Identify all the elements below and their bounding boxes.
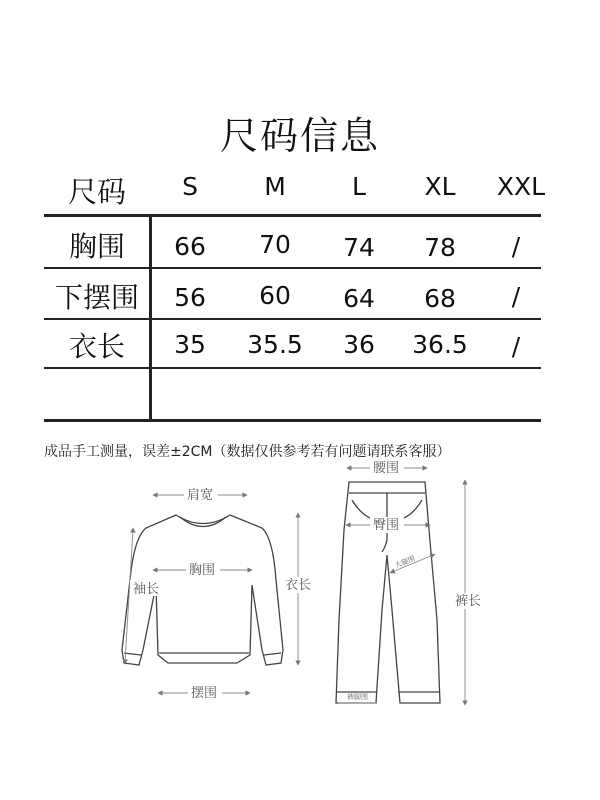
size-m: M <box>264 172 286 201</box>
waist-label: 腰围 <box>373 461 400 476</box>
cell-length-xl: 36.5 <box>412 330 468 359</box>
cell-length-l: 36 <box>343 330 375 359</box>
row-label-length: 衣长 <box>68 330 125 363</box>
size-header-label: 尺码 <box>67 175 126 209</box>
row-label-chest: 胸围 <box>68 230 125 263</box>
size-s: S <box>182 172 198 201</box>
pants-dimension-lines <box>338 468 465 703</box>
cell-length-s: 35 <box>174 330 206 359</box>
table-row-rule <box>44 318 541 320</box>
cell-hem-l: 64 <box>343 284 375 313</box>
cell-length-m: 35.5 <box>247 330 303 359</box>
thigh-label: 大腿围 <box>393 554 417 570</box>
hip-label: 臀围 <box>373 518 400 533</box>
cell-chest-xl: 78 <box>424 233 456 262</box>
size-header-row <box>0 168 600 212</box>
measurement-diagram <box>0 460 600 720</box>
size-xl: XL <box>424 172 456 201</box>
page-title: 尺码信息 <box>219 114 380 158</box>
table-row-rule <box>44 267 541 269</box>
cell-chest-m: 70 <box>259 230 291 259</box>
table-row-rule <box>44 367 541 369</box>
cell-length-xxl: / <box>511 332 521 361</box>
cell-chest-l: 74 <box>343 233 375 262</box>
table-top-rule <box>44 214 541 217</box>
cell-chest-s: 66 <box>174 232 206 261</box>
size-xxl: XXL <box>496 172 546 201</box>
table-bottom-rule <box>44 419 541 422</box>
row-label-hem: 下摆围 <box>54 281 139 314</box>
chest-label: 胸围 <box>189 563 216 578</box>
shoulder-label: 肩宽 <box>187 488 214 503</box>
sleeve-label: 袖长 <box>133 582 160 597</box>
cell-hem-m: 60 <box>259 281 291 310</box>
hem-label: 摆围 <box>191 686 218 701</box>
pants-length-label: 裤长 <box>455 594 482 609</box>
pants-outline <box>336 482 440 703</box>
cell-chest-xxl: / <box>511 232 521 261</box>
measurement-note: 成品手工测量，误差±2CM（数据仅供参考若有问题请联系客服） <box>44 444 451 460</box>
cell-hem-xxl: / <box>511 282 521 311</box>
cell-hem-s: 56 <box>174 283 206 312</box>
leg-opening-label: 裤脚围 <box>347 693 368 701</box>
body-length-label: 衣长 <box>285 578 312 593</box>
cell-hem-xl: 68 <box>424 284 456 313</box>
size-l: L <box>352 172 366 201</box>
